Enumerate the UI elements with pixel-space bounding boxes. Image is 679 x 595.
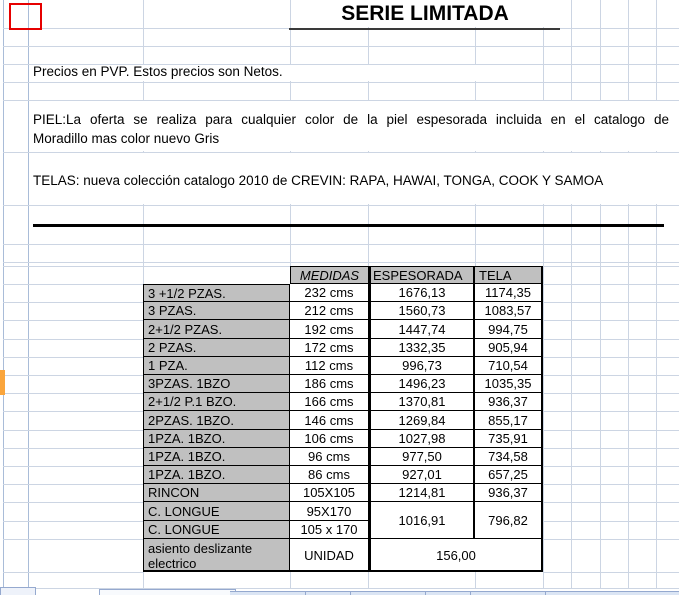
table-header-tela[interactable]: TELA	[475, 266, 543, 284]
table-cell-espesorada[interactable]: 977,50	[368, 448, 475, 466]
table-cell-espesorada[interactable]: 927,01	[368, 466, 475, 484]
gridline-h	[543, 448, 679, 449]
table-cell-medidas[interactable]: 106 cms	[290, 430, 368, 448]
table-cell-precio-merged[interactable]: 156,00	[368, 539, 543, 572]
table-cell-tela[interactable]: 936,37	[475, 393, 543, 411]
gridline-h	[543, 430, 679, 431]
table-cell-tela[interactable]: 855,17	[475, 411, 543, 430]
gridline-h	[3, 572, 143, 573]
table-header-espesorada[interactable]: ESPESORADA	[368, 266, 475, 284]
gridline-v	[628, 0, 629, 588]
gridline-h	[3, 302, 143, 303]
table-cell-tela[interactable]: 657,25	[475, 466, 543, 484]
gridline-h	[3, 244, 679, 245]
gridline-h	[543, 521, 679, 522]
note-precios[interactable]: Precios en PVP. Estos precios son Netos.	[33, 64, 283, 79]
table-cell-medidas[interactable]: UNIDAD	[290, 539, 368, 572]
gridline-h	[3, 357, 143, 358]
gridline-h	[3, 521, 143, 522]
gridline-h	[543, 357, 679, 358]
table-cell-medidas[interactable]: 232 cms	[290, 284, 368, 302]
table-cell-espesorada[interactable]: 1370,81	[368, 393, 475, 411]
table-cell-espesorada[interactable]: 1269,84	[368, 411, 475, 430]
sheet-tab-divider	[545, 591, 546, 595]
table-cell-espesorada[interactable]: 1027,98	[368, 430, 475, 448]
gridline-h	[543, 284, 679, 285]
table-cell-medidas[interactable]: 95X170	[290, 502, 368, 521]
table-row-label[interactable]: 2+1/2 PZAS.	[143, 320, 290, 339]
table-row-label[interactable]: 1PZA. 1BZO.	[143, 466, 290, 484]
sheet-tab-1[interactable]	[0, 587, 36, 595]
gridline-h	[3, 205, 679, 206]
table-cell-tela[interactable]: 1035,35	[475, 375, 543, 393]
sheet-tab-divider	[470, 591, 471, 595]
table-cell-tela[interactable]: 1083,57	[475, 302, 543, 320]
sheet-tab-divider	[425, 591, 426, 595]
gridline-h	[3, 466, 143, 467]
table-cell-tela[interactable]: 905,94	[475, 339, 543, 357]
gridline-h	[543, 502, 679, 503]
gridline-h	[543, 572, 679, 573]
gridline-h	[543, 302, 679, 303]
note-piel-line1[interactable]: PIEL:La oferta se realiza para cualquier color de la piel espesorada incluida en el catalogo de	[33, 112, 669, 127]
table-cell-medidas[interactable]: 105 x 170	[290, 521, 368, 539]
table-header-medidas[interactable]: MEDIDAS	[290, 266, 368, 284]
gridline-v	[600, 0, 601, 588]
table-cell-tela[interactable]: 710,54	[475, 357, 543, 375]
table-row-label[interactable]: 1PZA. 1BZO.	[143, 448, 290, 466]
table-cell-medidas[interactable]: 172 cms	[290, 339, 368, 357]
table-cell-medidas[interactable]: 86 cms	[290, 466, 368, 484]
table-cell-espesorada[interactable]: 1560,73	[368, 302, 475, 320]
table-row-label[interactable]: RINCON	[143, 484, 290, 502]
table-row-label[interactable]: 2 PZAS.	[143, 339, 290, 357]
gridline-h	[543, 375, 679, 376]
table-row-label[interactable]: 1PZA. 1BZO.	[143, 430, 290, 448]
table-row-label[interactable]: 2+1/2 P.1 BZO.	[143, 393, 290, 411]
gridline-h	[3, 448, 143, 449]
table-row-label[interactable]: 3PZAS. 1BZO	[143, 375, 290, 393]
sheet-tab-2[interactable]	[99, 589, 236, 595]
gridline-h	[543, 339, 679, 340]
sheet-tab-divider	[305, 591, 306, 595]
gridline-h	[3, 266, 143, 267]
gridline-h	[3, 320, 143, 321]
table-row-label[interactable]: 3 +1/2 PZAS.	[143, 284, 290, 302]
gridline-v	[571, 0, 572, 588]
table-cell-medidas[interactable]: 146 cms	[290, 411, 368, 430]
table-row-label[interactable]: 2PZAS. 1BZO.	[143, 411, 290, 430]
table-cell-espesorada[interactable]: 1496,23	[368, 375, 475, 393]
sheet-tab-strip[interactable]	[230, 591, 679, 595]
table-row-label[interactable]: asiento deslizante electrico	[143, 539, 290, 572]
table-cell-medidas[interactable]: 192 cms	[290, 320, 368, 339]
table-cell-medidas[interactable]: 186 cms	[290, 375, 368, 393]
gridline-v	[3, 0, 4, 588]
gridline-h	[3, 339, 143, 340]
table-cell-espesorada[interactable]: 1447,74	[368, 320, 475, 339]
table-cell-espesorada[interactable]: 1214,81	[368, 484, 475, 502]
table-cell-tela[interactable]: 734,58	[475, 448, 543, 466]
note-telas[interactable]: TELAS: nueva colección catalogo 2010 de CREVIN: RAPA, HAWAI, TONGA, COOK Y SAMOA	[33, 173, 604, 188]
table-cell-espesorada-merged[interactable]: 1016,91	[368, 502, 475, 539]
orange-row-marker	[0, 370, 5, 395]
gridline-h	[3, 484, 143, 485]
table-cell-espesorada[interactable]: 996,73	[368, 357, 475, 375]
table-row-label[interactable]: C. LONGUE	[143, 521, 290, 539]
gridline-h	[3, 411, 143, 412]
gridline-h	[543, 466, 679, 467]
gridline-h	[3, 82, 679, 83]
red-marked-cell	[9, 3, 42, 30]
note-piel-line2[interactable]: Moradillo mas color nuevo Gris	[33, 131, 220, 146]
gridline-h	[3, 262, 679, 263]
gridline-v	[543, 0, 544, 588]
gridline-h	[543, 539, 679, 540]
gridline-h	[543, 411, 679, 412]
table-cell-medidas[interactable]: 105X105	[290, 484, 368, 502]
table-cell-tela[interactable]: 994,75	[475, 320, 543, 339]
table-cell-medidas[interactable]: 166 cms	[290, 393, 368, 411]
gridline-h	[3, 393, 143, 394]
gridline-h	[3, 284, 143, 285]
table-cell-medidas[interactable]: 112 cms	[290, 357, 368, 375]
table-cell-tela-merged[interactable]: 796,82	[475, 502, 543, 539]
gridline-h	[3, 46, 679, 47]
thick-divider	[33, 224, 664, 227]
table-row-label[interactable]: 3 PZAS.	[143, 302, 290, 320]
table-cell-espesorada[interactable]: 1332,35	[368, 339, 475, 357]
table-row-label[interactable]: 1 PZA.	[143, 357, 290, 375]
table-cell-tela[interactable]: 1174,35	[475, 284, 543, 302]
gridline-h	[543, 393, 679, 394]
gridline-h	[143, 266, 290, 267]
table-cell-medidas[interactable]: 96 cms	[290, 448, 368, 466]
gridline-h	[3, 430, 143, 431]
sheet-tab-divider	[350, 591, 351, 595]
table-row-label[interactable]: C. LONGUE	[143, 502, 290, 521]
table-cell-medidas[interactable]: 212 cms	[290, 302, 368, 320]
gridline-h	[543, 484, 679, 485]
gridline-v	[28, 0, 29, 588]
title-underline	[289, 28, 560, 30]
title-cell[interactable]: SERIE LIMITADA	[341, 2, 509, 25]
table-cell-espesorada[interactable]: 1676,13	[368, 284, 475, 302]
gridline-h	[3, 502, 143, 503]
table-cell-tela[interactable]: 936,37	[475, 484, 543, 502]
gridline-v	[656, 0, 657, 588]
table-cell-tela[interactable]: 735,91	[475, 430, 543, 448]
gridline-h	[3, 539, 143, 540]
gridline-h	[543, 320, 679, 321]
gridline-h	[3, 375, 143, 376]
gridline-h	[543, 266, 679, 267]
